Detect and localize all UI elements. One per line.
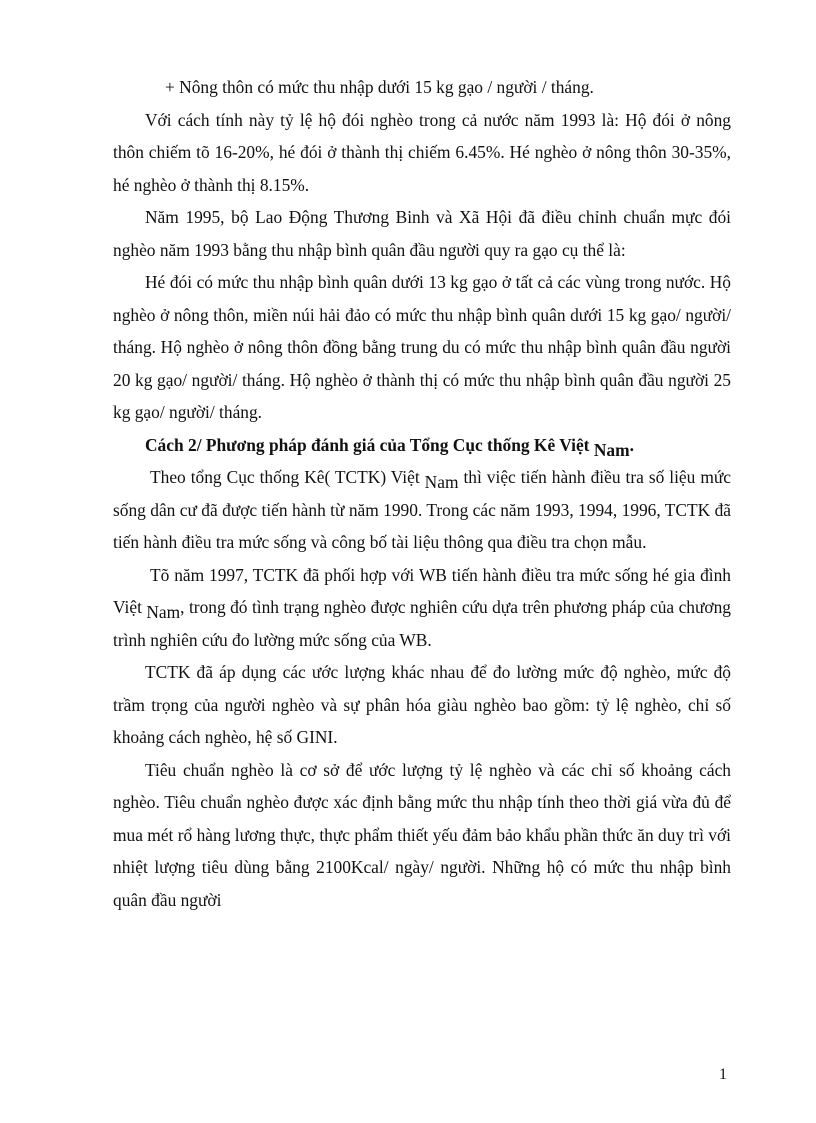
paragraph-income-thresholds: Hé đói có mức thu nhập bình quân dưới 13 kg gạo ở tất cả các vùng trong nước. Hộ nghèo ở nông thôn, miền núi hải đảo có mức thu nhập bình quân dưới 15 kg gạo/ người/ tháng. Hộ nghèo ở nông thôn đồng bằng trung du có mức thu nhập bình quân đầu người 20 kg gạo/ người/ tháng. Hộ nghèo ở thành thị có mức thu nhập bình quân đầu người 25 kg gạo/ người/ tháng.: [113, 272, 731, 422]
tctk-survey-country-name: Nam: [424, 472, 459, 492]
heading-country-name: Nam: [593, 439, 630, 460]
wb-cooperation-rest: , trong đó tình trạng nghèo được nghiên cứu dựa trên phương pháp của chương trình nghiên cứu đo lường mức sống của WB.: [113, 597, 731, 650]
wb-cooperation-country-name: Nam: [146, 602, 181, 622]
paragraph-poverty-rate-1993: Với cách tính này tỷ lệ hộ đói nghèo trong cả nước năm 1993 là: Hộ đói ở nông thôn chiếm tõ 16-20%, hé đói ở thành thị chiếm 6.45%. Hé nghèo ở nông thôn 30-35%, hé nghèo ở thành thị 8.15%.: [113, 109, 731, 195]
document-body: [113, 71, 731, 916]
paragraph-rural-income: + Nông thôn có mức thu nhập dưới 15 kg gạo / người / tháng.: [165, 77, 594, 97]
wb-cooperation-start: Tõ năm 1997, TCTK đã phối hợp với WB tiến hành điều tra mức sống hé gia đình Việt: [113, 564, 731, 617]
section-heading-method-2: [113, 429, 731, 462]
heading-end: .: [629, 434, 634, 455]
paragraph-tctk-survey: [113, 461, 731, 559]
page-number: 1: [719, 1066, 727, 1083]
paragraph-poverty-standard: Tiêu chuẩn nghèo là cơ sở để ước lượng tỷ lệ nghèo và các chỉ số khoảng cách nghèo. Tiêu chuẩn nghèo được xác định bằng mức thu nhập tính theo thời giá vừa đủ để mua mét rổ hàng lương thực, thực phẩm thiết yếu đảm bảo khẩu phần thức ăn duy trì với nhiệt lượng tiêu dùng bằng 2100Kcal/ ngày/ người. Những hộ có mức thu nhập bình quân đầu người: [113, 759, 731, 910]
paragraph-standard-adjustment-1995: Năm 1995, bộ Lao Động Thương Binh và Xã Hội đã điều chỉnh chuẩn mực đói nghèo năm 1993 bằng thu nhập bình quân đầu người quy ra gạo cụ thể là:: [113, 207, 731, 260]
heading-text: Cách 2/ Phương pháp đánh giá của Tổng Cục thống Kê Việt: [145, 434, 594, 455]
tctk-survey-start: Theo tổng Cục thống Kê( TCTK) Việt: [150, 467, 425, 487]
paragraph-measurement-estimates: TCTK đã áp dụng các ước lượng khác nhau để đo lường mức độ nghèo, mức độ trầm trọng của người nghèo và sự phân hóa giàu nghèo bao gồm: tỷ lệ nghèo, chỉ số khoảng cách nghèo, hệ số GINI.: [113, 662, 731, 747]
paragraph-wb-cooperation: [113, 559, 731, 657]
tctk-survey-rest: thì việc tiến hành điều tra số liệu mức sống dân cư đã được tiến hành từ năm 1990. Trong các năm 1993, 1994, 1996, TCTK đã tiến hành điều tra mức sống và công bố tài liệu thông qua điều tra chọn mẫu.: [113, 467, 731, 552]
